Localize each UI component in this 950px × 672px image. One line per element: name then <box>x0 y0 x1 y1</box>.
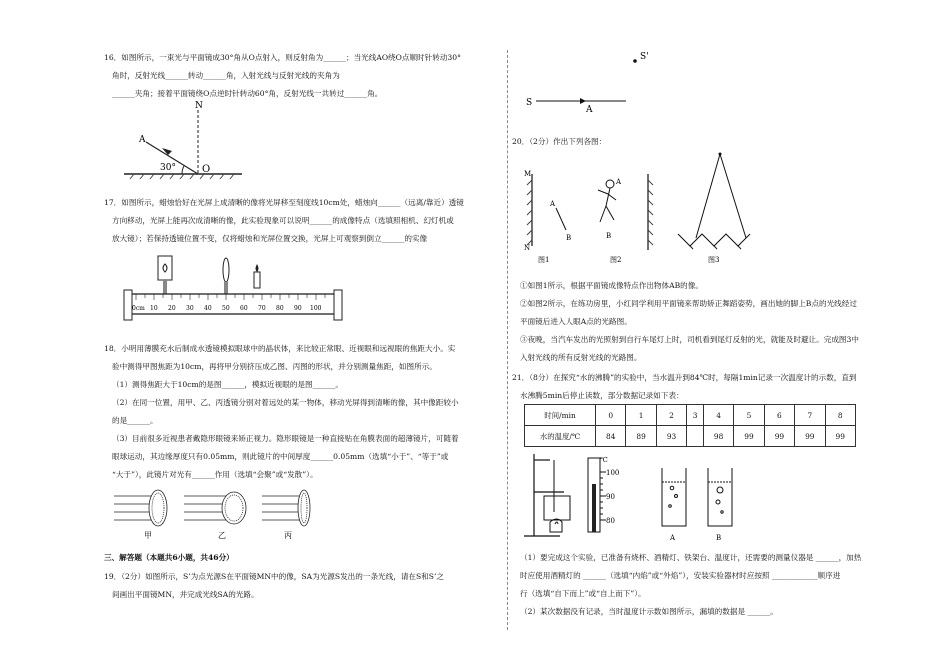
q19-line-2: 间画出平面镜MN，并完成光线SA的光路。 <box>112 590 259 599</box>
dancer <box>598 180 616 222</box>
table-cell: 99 <box>764 426 794 447</box>
lens-jia <box>114 490 167 526</box>
table-cell: 4 <box>703 405 733 426</box>
q21-apparatus <box>520 452 760 542</box>
row-header-time: 时间/min <box>525 405 596 426</box>
table-cell: 84 <box>596 426 626 447</box>
ray-arrow <box>162 148 172 155</box>
table-cell: 1 <box>626 405 656 426</box>
caption-fig2: 图2 <box>610 256 622 264</box>
beaker-setup <box>544 460 570 532</box>
q18-line-7: 眼球运动，其边缘厚度只有0.05mm，则此镜片的中间厚度______0.05mm（选填“小于”、“等于”或 <box>112 452 449 461</box>
q21-sub-2: 时应使用酒精灯的 ______（选填“内焰”或“外焰”），安装实验器材时应按照 ____________顺序进 <box>520 571 841 580</box>
q17-line-2: 方向移动，光屏上能再次成清晰的像，此实验现象可以说明______的成像特点（选填照相机、幻灯机或 <box>112 216 454 225</box>
q19-figure <box>522 48 649 115</box>
table-cell: 0 <box>596 405 626 426</box>
lens-yi <box>184 492 246 524</box>
q18-line-2: 验中测得甲图焦距为10cm，再将甲分别挤压成乙图、丙图的形状，并分别测量焦距，如图所示。 <box>112 362 437 371</box>
q18-line-6: （3）目前很多近视患者戴隐形眼镜来矫正视力。隐形眼镜是一种直接贴在角膜表面的超薄镜片，可随着 <box>112 434 459 443</box>
screen-stand <box>163 280 167 294</box>
q20-item-2: ②如图2所示，在练功房里，小红同学利用平面镜来帮助矫正舞蹈姿势，画出她的脚上B点的光线经过 <box>520 299 857 308</box>
table-cell: 6 <box>764 405 794 426</box>
beaker-a <box>662 468 686 526</box>
caption-fig1: 图1 <box>538 256 550 264</box>
table-row <box>525 405 856 426</box>
beaker-b <box>708 468 732 526</box>
q16-line-3: ______夹角；接着平面镜绕O点逆时针转动60°角，反射光线一共转过______角。 <box>112 89 383 98</box>
ray-sa-arrow <box>580 98 586 104</box>
fig3-reflector <box>678 234 750 249</box>
q20-item-3: 平面镜后进入人眼A点的光路图。 <box>520 317 632 326</box>
q16-line-1: 16．如图所示，一束光与平面镜成30°角从O点射入，则反射角为______；当光线AO绕O点顺时针转动30° <box>104 53 461 62</box>
svg-text:90: 90 <box>294 305 302 312</box>
label-m: M <box>524 170 532 178</box>
lens <box>223 258 229 282</box>
q21-sub-3: 行（选填“自下而上”或“自上而下”）。 <box>520 589 646 598</box>
label-yi: 乙 <box>218 531 226 540</box>
label-angle: 30° <box>160 163 176 173</box>
q20-figures <box>518 150 908 268</box>
q18-line-5: 的是______。 <box>112 416 158 425</box>
fig2-mirror <box>648 174 653 250</box>
fig1-mirror <box>527 174 532 246</box>
label-beaker-a: A <box>670 534 676 542</box>
table-row <box>525 426 856 447</box>
table-cell: 8 <box>825 405 856 426</box>
q18-line-3: （1）测得焦距大于10cm的是图______，模拟近视眼的是图______。 <box>112 380 343 389</box>
table-cell: 2 <box>656 405 686 426</box>
q21-sub-1: （1）要完成这个实验，已准备有烧杯、酒精灯、铁架台、温度计，还需要的测量仪器是 ______，加热 <box>520 553 862 562</box>
section-3-heading: 三、解答题（本题共6小题，共46分） <box>104 553 234 562</box>
label-n: N <box>524 244 531 252</box>
point-s-prime <box>633 59 637 63</box>
table-cell: 7 <box>795 405 825 426</box>
table-cell: 3 <box>687 405 704 426</box>
thermo-mark-80: 80 <box>606 517 615 525</box>
object-ab <box>556 208 566 230</box>
table-cell <box>687 426 704 447</box>
q18-line-4: （2）在同一位置，用甲、乙、丙透镜分别对着远处的某一物体，移动光屏得到清晰的像，其中像距较小 <box>112 398 459 407</box>
q16-line-2: 角时，反射光线______转动______角，入射光线与反射光线的夹角为 <box>112 71 340 80</box>
svg-text:20: 20 <box>168 305 176 312</box>
q21-line-1: 21．（8分）在探究“水的沸腾”的实验中，当水温升到84℃时，每隔1min记录一次温度计的示数，直到 <box>512 373 857 382</box>
table-cell: 99 <box>795 426 825 447</box>
q17-line-1: 17．如图所示，蜡烛恰好在光屏上成清晰的像将光屏移至刻度线10cm处，蜡烛向______（远离/靠近）透镜 <box>104 198 464 207</box>
q17-line-3: 放大镜）；若保持透镜位置不变，仅将蜡烛和光屏位置交换，光屏上可观察到倒立______的实像 <box>112 234 428 243</box>
label-n: N <box>195 101 203 111</box>
svg-text:50: 50 <box>222 305 230 312</box>
label-a: A <box>550 200 556 208</box>
label-s: S <box>526 98 533 108</box>
table-cell: 93 <box>656 426 686 447</box>
q21-line-2: 水沸腾5min后停止读数，部分数据记录如下表： <box>520 391 684 400</box>
lens-bing <box>262 490 310 526</box>
table-cell: 5 <box>734 405 764 426</box>
q20-item-5: 入射光线的所有反射光线的光路图。 <box>520 353 642 362</box>
svg-text:10: 10 <box>150 305 158 312</box>
svg-text:80: 80 <box>276 305 284 312</box>
label-beaker-b: B <box>716 534 722 542</box>
incident-ray-1 <box>696 154 720 238</box>
svg-text:70: 70 <box>258 305 266 312</box>
q21-sub-4: （2）某次数据没有记录，当时温度计示数如图所示，漏填的数据是 ______。 <box>520 607 778 616</box>
label-bing: 丙 <box>284 531 292 540</box>
q19-line-1: 19．（2分）如图所示，S’为点光源S在平面镜MN中的像，SA为光源S发出的一条光线，请在S和S’之 <box>104 572 445 581</box>
label-o: O <box>202 164 211 175</box>
table-cell: 99 <box>825 426 856 447</box>
thermometer-closeup <box>588 458 606 532</box>
caption-fig3: 图3 <box>708 256 720 264</box>
label-a2: A <box>616 178 622 186</box>
flame <box>256 264 259 272</box>
q20-item-1: ①如图1所示，根据平面镜成像特点作出物体AB的像。 <box>520 281 703 290</box>
thermo-mark-90: 90 <box>606 493 615 501</box>
candle <box>254 272 260 288</box>
ruler-start-label: 0cm <box>132 305 145 312</box>
label-s-prime: S' <box>640 52 649 62</box>
lens-stand <box>224 282 228 294</box>
label-a: A <box>139 135 146 145</box>
label-b2: B <box>606 232 612 240</box>
svg-text:100: 100 <box>310 305 322 312</box>
bench-rail <box>130 294 336 314</box>
svg-text:40: 40 <box>204 305 212 312</box>
q20-line: 20．（2分）作出下列各图： <box>512 137 607 146</box>
q18-line-1: 18．小明用薄膜充水后制成水透镜模拟眼球中的晶状体，来比较正常眼、近视眼和远视眼的焦距大小。实 <box>104 344 456 353</box>
thermo-mark-100: 100 <box>606 469 620 477</box>
label-jia: 甲 <box>144 531 152 540</box>
q20-item-4: ③夜晚，当汽车发出的光照射到自行车尾灯上时，司机看到尾灯反射的光，就能及时避让。完成图3中 <box>520 335 859 344</box>
svg-text:30: 30 <box>186 305 194 312</box>
incident-ray-2 <box>720 154 746 238</box>
q18-lens-figures <box>114 484 334 540</box>
label-a: A <box>586 105 593 115</box>
table-cell: 99 <box>734 426 764 447</box>
svg-text:60: 60 <box>240 305 248 312</box>
column-divider <box>507 50 508 630</box>
temperature-table <box>524 404 856 447</box>
q17-optical-bench <box>124 250 354 328</box>
table-cell: 89 <box>626 426 656 447</box>
row-header-temp: 水的温度/℃ <box>525 426 596 447</box>
q18-line-8: “大于”），此镜片对光有______作用（选填“会聚”或“发散”）。 <box>112 470 318 479</box>
table-cell: 98 <box>703 426 733 447</box>
q16-reflection-figure <box>124 100 244 180</box>
thermo-unit: ℃ <box>600 456 608 464</box>
angle-arc <box>182 166 184 174</box>
label-b: B <box>566 234 572 242</box>
